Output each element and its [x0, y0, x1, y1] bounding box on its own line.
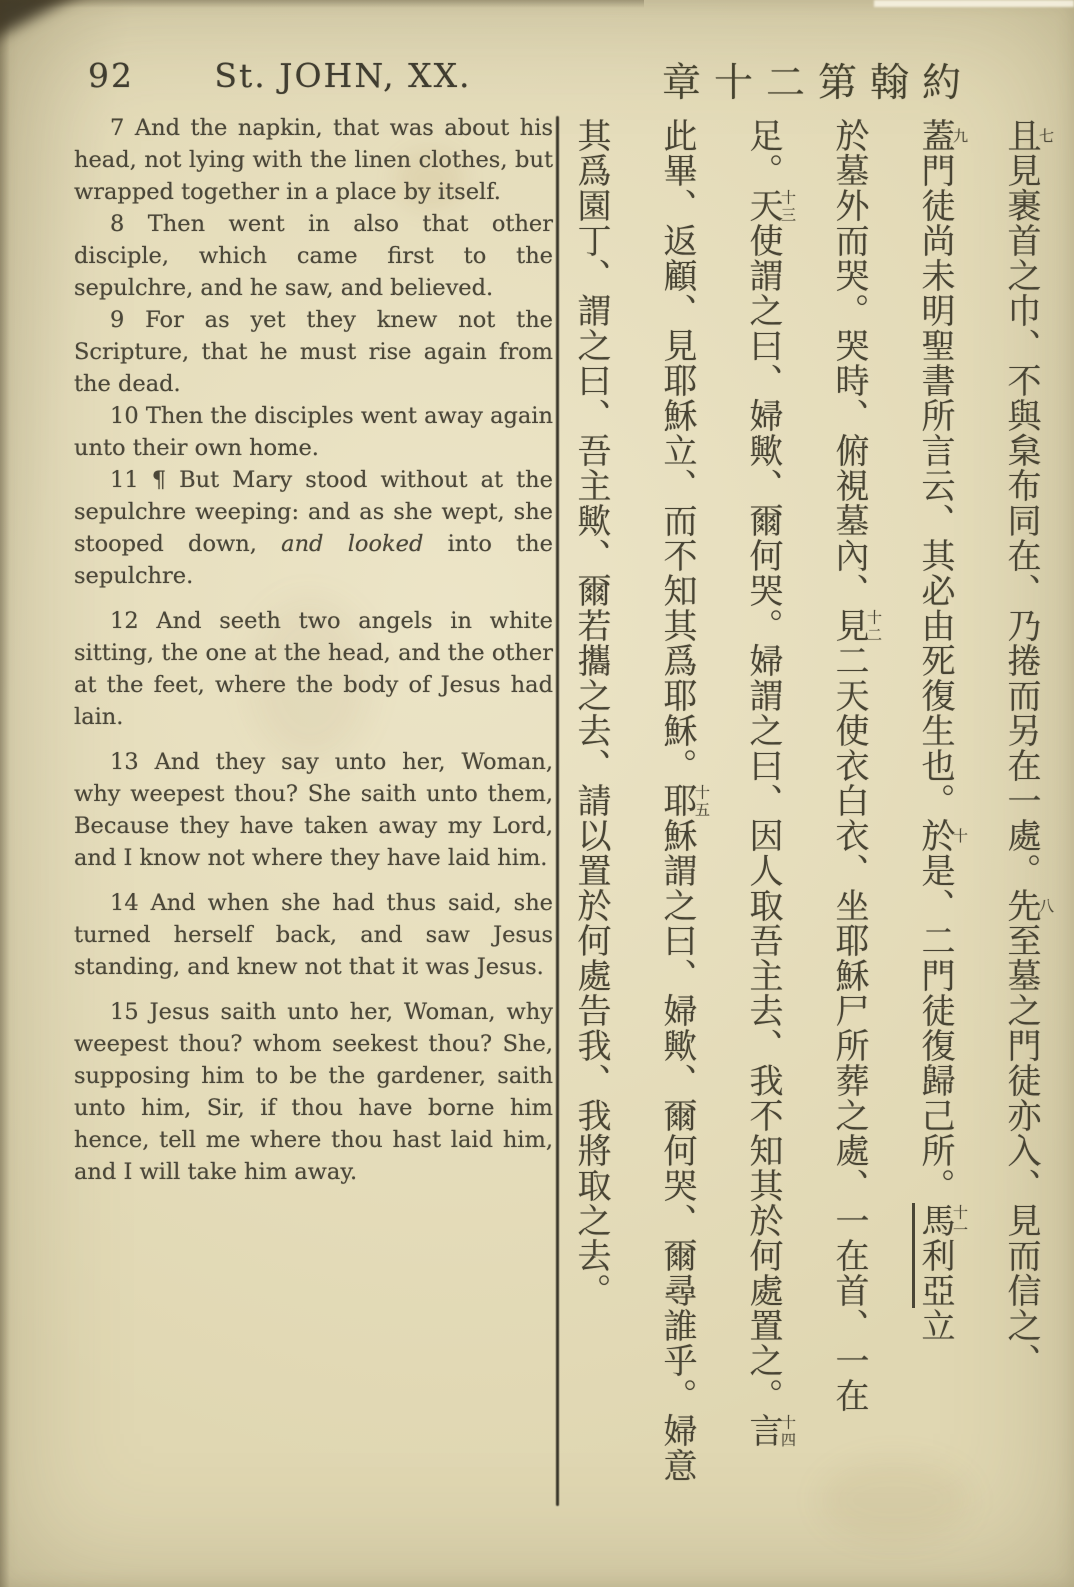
- verse-number: 8: [110, 211, 125, 237]
- chinese-column-2: 蓋九門徒尚未明聖書所言云、其必由死復生也。於十是、二門徒復歸己所。馬十一利亞立: [892, 118, 978, 1548]
- verse-paragraph-7: [74, 112, 553, 208]
- verse-number: 12: [110, 608, 139, 634]
- verse-text: But Mary stood without at the sepulchre weeping: and as she wept, she stooped down,: [74, 467, 553, 557]
- verse-text: into the sepulchre.: [74, 531, 553, 589]
- verse-marker-base: 見十二: [829, 608, 883, 643]
- chinese-verse-number: 九: [951, 118, 969, 153]
- chinese-running-header: 章十二第翰約: [661, 61, 974, 106]
- verse-number: 10: [110, 403, 139, 429]
- italic-phrase: and looked: [281, 531, 424, 557]
- chinese-verse-number: 十五: [693, 783, 711, 818]
- verse-marker-base: 言十四: [743, 1413, 797, 1448]
- scan-top-edge-shadow: [0, 0, 644, 8]
- scan-top-right-highlight: [874, 0, 1074, 7]
- verse-marker-base: 天十三: [743, 188, 797, 223]
- chinese-verse-number: 十四: [779, 1413, 797, 1448]
- verse-text: Then the disciples went away again unto their own home.: [74, 403, 553, 461]
- english-text-column: [74, 112, 553, 1188]
- verse-marker-base: 馬十一: [915, 1203, 969, 1238]
- chinese-verse-number: 八: [1037, 888, 1055, 923]
- proper-name-mark: 馬十一利亞: [912, 1203, 955, 1308]
- verse-marker-base: 先八: [1001, 888, 1055, 923]
- verse-number: 14: [110, 890, 139, 916]
- verse-number: 13: [110, 749, 139, 775]
- english-book-title: St. JOHN, XX.: [214, 56, 472, 95]
- verse-text: Then went in also that other disciple, which came first to the sepulchre, and he saw, and believed.: [74, 211, 554, 301]
- page-number: 92: [88, 56, 134, 95]
- chinese-text-column: [548, 118, 1064, 1548]
- verse-paragraph-10: [74, 400, 553, 464]
- verse-number: 7: [110, 115, 125, 141]
- verse-marker-base: 於十: [915, 818, 969, 853]
- verse-marker-base: 蓋九: [915, 118, 969, 153]
- verse-marker-base: 耶十五: [657, 783, 711, 818]
- chinese-verse-number: 十二: [865, 608, 883, 643]
- verse-text: Jesus saith unto her, Woman, why weepest thou? whom seekest thou? She, supposing him to be the gardener, saith unto him, Sir, if thou have borne him hence, tell me where thou hast laid him, and I will take him away.: [74, 999, 554, 1185]
- verse-marker-base: 且七: [1001, 118, 1055, 153]
- verse-paragraph-15: [74, 996, 553, 1188]
- chinese-column-3: 於墓外而哭。哭時、俯視墓內、見十二二天使衣白衣、坐耶穌尸所葬之處、一在首、一在: [829, 118, 883, 1413]
- verse-paragraph-14: [74, 887, 553, 983]
- chinese-verse-number: 七: [1037, 118, 1055, 153]
- chinese-verse-number: 十一: [951, 1203, 969, 1238]
- verse-paragraph-8: [74, 208, 553, 304]
- chinese-column-1: 且七見裹首之巾、不與枲布同在、乃捲而另在一處。先八至墓之門徒亦入、見而信之、: [1001, 118, 1055, 1378]
- verse-text: And they say unto her, Woman, why weepest thou? She saith unto them, Because they have taken away my Lord, and I know not where they have laid him.: [74, 749, 553, 871]
- verse-paragraph-11: [74, 464, 553, 592]
- scan-left-edge-shadow: [0, 0, 10, 1587]
- verse-text: And the napkin, that was about his head, not lying with the linen clothes, but wrapped together in a place by itself.: [74, 115, 553, 205]
- chinese-column-6: 其爲園丁、謂之曰、吾主歟、爾若攜之去、請以置於何處告我、我將取之去。: [571, 118, 611, 1308]
- chinese-verse-number: 十三: [779, 188, 797, 223]
- chinese-verse-number: 十: [951, 818, 969, 853]
- chinese-column-4: 足。天十三使謂之曰、婦歟、爾何哭。婦謂之曰、因人取吾主去、我不知其於何處置之。言十四: [743, 118, 797, 1448]
- verse-paragraph-13: [74, 746, 553, 874]
- english-running-header: [74, 56, 552, 95]
- verse-text: And seeth two angels in white sitting, the one at the head, and the other at the feet, where the body of Jesus had lain.: [74, 608, 553, 730]
- chinese-column-5: 此畢、返顧、見耶穌立、而不知其爲耶穌。耶十五穌謂之曰、婦歟、爾何哭、爾尋誰乎。婦意: [657, 118, 711, 1483]
- verse-number: 9: [110, 307, 125, 333]
- verse-paragraph-12: [74, 605, 553, 733]
- verse-text: For as yet they knew not the Scripture, that he must rise again from the dead.: [74, 307, 553, 397]
- verse-number: 11 ¶: [110, 467, 167, 493]
- verse-number: 15: [110, 999, 139, 1025]
- verse-text: And when she had thus said, she turned herself back, and saw Jesus standing, and knew not that it was Jesus.: [74, 890, 553, 980]
- verse-paragraph-9: [74, 304, 553, 400]
